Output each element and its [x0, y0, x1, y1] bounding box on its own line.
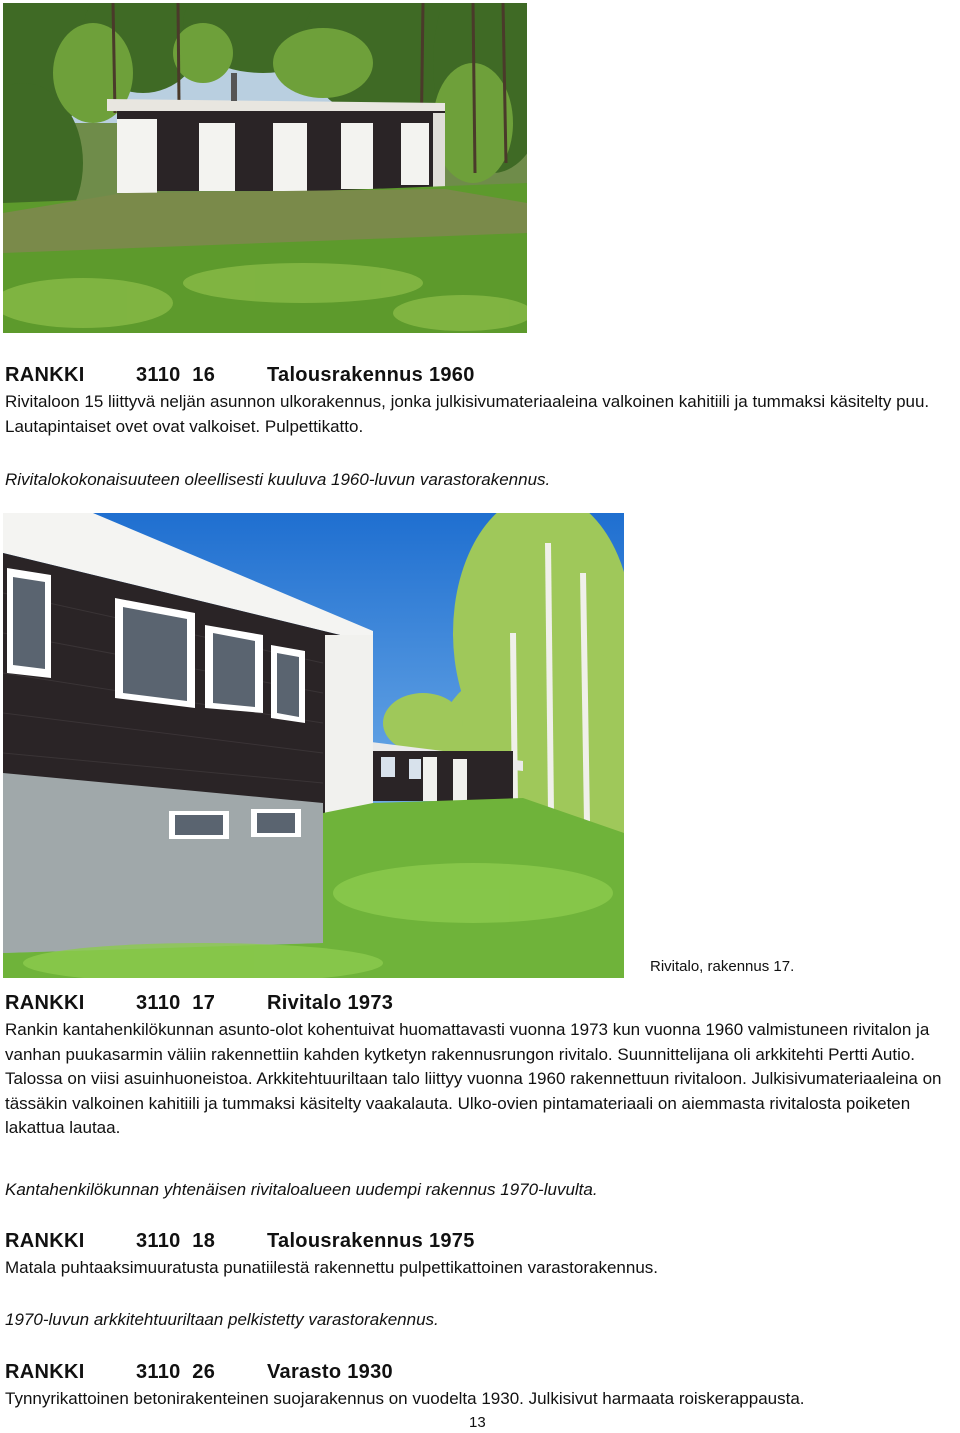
heading-title: Rivitalo 1973: [267, 992, 394, 1014]
section-heading-17: [5, 992, 605, 1016]
heading-title: Varasto 1930: [267, 1361, 393, 1383]
section-note-17: Kantahenkilökunnan yhtenäisen rivitaloalueen uudempi rakennus 1970-luvulta.: [5, 1180, 598, 1199]
section-body-16: Rivitaloon 15 liittyvä neljän asunnon ulkorakennus, jonka julkisivumateriaaleina valkoinen kahitiili ja tummaksi käsitelty puu. Lautapintaiset ovet ovat valkoiset. Pulpettikatto.: [5, 392, 930, 436]
photo-rowhouse-17: [3, 513, 624, 978]
section-note-16: Rivitalokokonaisuuteen oleellisesti kuuluva 1960-luvun varastorakennus.: [5, 470, 551, 489]
section-heading-26: [5, 1361, 605, 1385]
heading-code: RANKKI: [5, 1361, 85, 1383]
section-heading-18: [5, 1230, 605, 1254]
heading-number: 3110 17: [136, 992, 216, 1014]
heading-title: Talousrakennus 1975: [267, 1230, 475, 1252]
photo-outbuilding-1960: [3, 3, 527, 333]
heading-code: RANKKI: [5, 1230, 85, 1252]
heading-number: 3110 26: [136, 1361, 216, 1383]
section-note-18: 1970-luvun arkkitehtuuriltaan pelkistetty varastorakennus.: [5, 1310, 439, 1329]
photo-caption: Rivitalo, rakennus 17.: [650, 958, 795, 975]
section-heading-16: [5, 364, 605, 388]
section-body-17: Rankin kantahenkilökunnan asunto-olot kohentuivat huomattavasti vuonna 1973 kun vuonna 1960 valmistuneen rivitalon ja vanhan puukasarmin väliin rakennettiin kahden kytketyn rakennusrungon rivitalo. Suunnittelijana oli arkkitehti Pertti Autio. Talossa on viisi asuinhuoneistoa. Arkkitehtuuriltaan talo liittyy vuonna 1960 rakennettuun rivitaloon. Julkisivumateriaaleina on tässäkin valkoinen kahitiili ja tummaksi käsitelty vaakalauta. Ulko-ovien pintamateriaali on aiemmasta rivitalosta poiketen lakattua lautaa.: [5, 1020, 942, 1137]
section-body-18: Matala puhtaaksimuuratusta punatiilestä rakennettu pulpettikattoinen varastorakennus.: [5, 1258, 659, 1277]
heading-title: Talousrakennus 1960: [267, 364, 475, 386]
heading-code: RANKKI: [5, 364, 85, 386]
heading-number: 3110 18: [136, 1230, 216, 1252]
section-body-26: Tynnyrikattoinen betonirakenteinen suojarakennus on vuodelta 1930. Julkisivut harmaata roiskerappausta.: [5, 1389, 805, 1408]
page-number: 13: [469, 1414, 486, 1431]
heading-number: 3110 16: [136, 364, 216, 386]
heading-code: RANKKI: [5, 992, 85, 1014]
